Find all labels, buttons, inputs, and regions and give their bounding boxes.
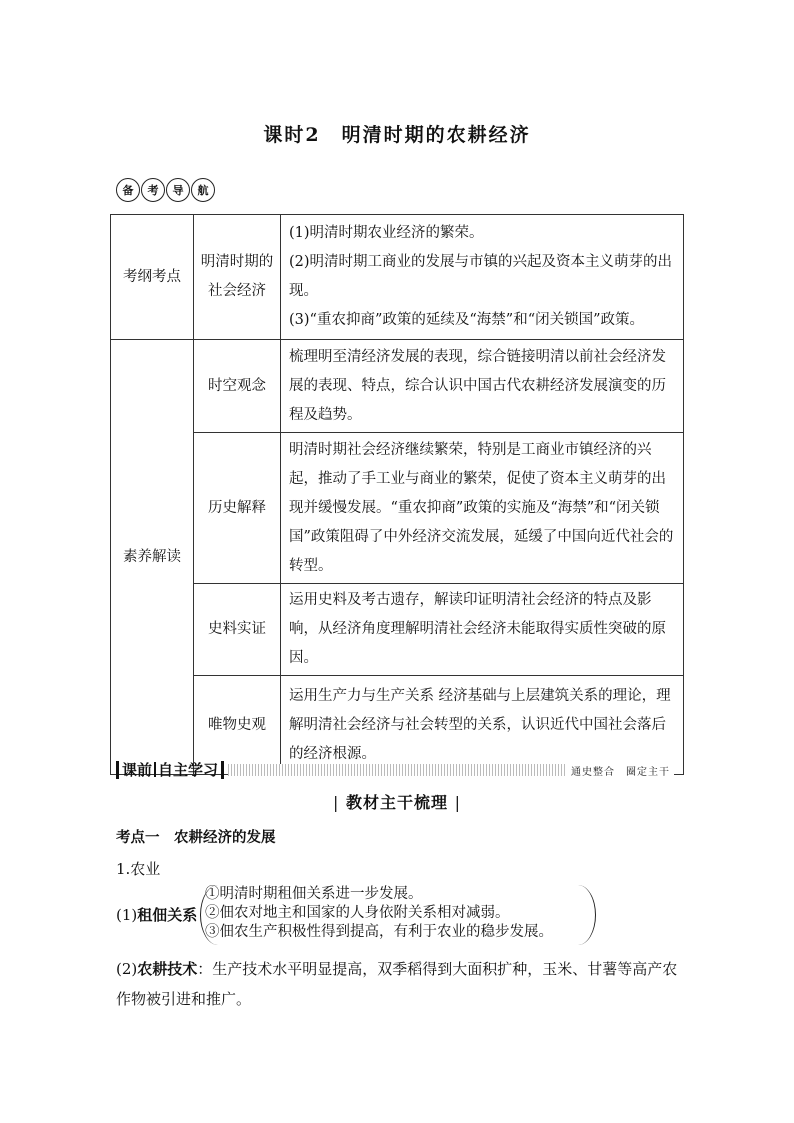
sub-cell: 史料实证 [194,584,281,676]
subheading-bar-right: | [454,793,461,812]
farming-tech-paragraph [116,954,684,1014]
section-right-label: 自主学习 [158,761,219,779]
category-cell: 素养解读 [111,340,194,775]
section-separator [154,762,156,777]
content-cell: 梳理明至清经济发展的表现，综合链接明清以前社会经济发展的表现、特点，综合认识中国古代农耕经济发展演变的历程及趋势。 [281,340,684,433]
badge-char: 考 [141,178,165,202]
badge-char: 备 [116,178,140,202]
list-item: ③佃农生产积极性得到提高，有利于农业的稳步发展。 [205,924,553,940]
farming-label: 农耕技术 [137,960,198,978]
section-tagline: 通史整合 圈定主干 [567,763,674,778]
table-row [111,433,684,584]
badge-char: 航 [191,178,215,202]
badge-char: 导 [166,178,190,202]
tenancy-label [116,904,197,925]
content-line: (2)明清时期工商业的发展与市镇的兴起及资本主义萌芽的出现。 [289,254,673,299]
exam-guide-table [110,214,684,775]
prep-guide-badges [116,178,216,202]
tenancy-prefix: (1) [116,906,138,924]
farming-prefix: (2) [116,960,138,978]
kaodian-heading: 考点一 农耕经济的发展 [116,830,276,846]
table-row [111,340,684,433]
section-rule [228,764,674,776]
farming-text: ：生产技术水平明显提高，双季稻得到大面积扩种，玉米、甘薯等高产农作物被引进和推广。 [116,960,678,1008]
content-line: (3)“重农抑商”政策的延续及“海禁”和“闭关锁国”政策。 [289,312,645,328]
tenancy-label-text: 租佃关系 [137,906,198,924]
section-bar [116,760,674,780]
subheading-text: 教材主干梳理 [345,793,448,812]
sub-cell: 唯物史观 [194,676,281,775]
agriculture-heading: 1.农业 [116,860,161,878]
list-item: ①明清时期租佃关系进一步发展。 [205,886,423,902]
section-label [116,761,224,779]
content-cell [281,215,684,340]
section-left: 课前 [122,761,153,779]
content-cell: 明清时期社会经济继续繁荣，特别是工商业市镇经济的兴起，推动了手工业与商业的繁荣，促使了资本主义萌芽的出现并缓慢发展。“重农抑商”政策的实施及“海禁”和“闭关锁国”政策阻碍了中外经济交流发展，延缓了中国向近代社会的转型。 [281,433,684,584]
subheading-bar-left: | [333,793,340,812]
sub-cell: 明清时期的社会经济 [194,215,281,340]
content-cell: 运用史料及考古遗存，解读印证明清社会经济的特点及影响，从经济角度理解明清社会经济未能取得实质性突破的原因。 [281,584,684,676]
table-row [111,215,684,340]
table-row [111,584,684,676]
sub-cell: 历史解释 [194,433,281,584]
content-line: (1)明清时期农业经济的繁荣。 [289,225,484,241]
sub-cell: 时空观念 [194,340,281,433]
page-title: 课时2 明清时期的农耕经济 [263,124,531,146]
list-item: ②佃农对地主和国家的人身依附关系相对减弱。 [205,905,510,921]
subheading [0,790,794,813]
content-cell: 运用生产力与生产关系 经济基础与上层建筑关系的理论，理解明清社会经济与社会转型的关系，认识近代中国社会落后的经济根源。 [281,676,684,775]
category-cell: 考纲考点 [111,215,194,340]
tenancy-brace-list [200,885,596,945]
